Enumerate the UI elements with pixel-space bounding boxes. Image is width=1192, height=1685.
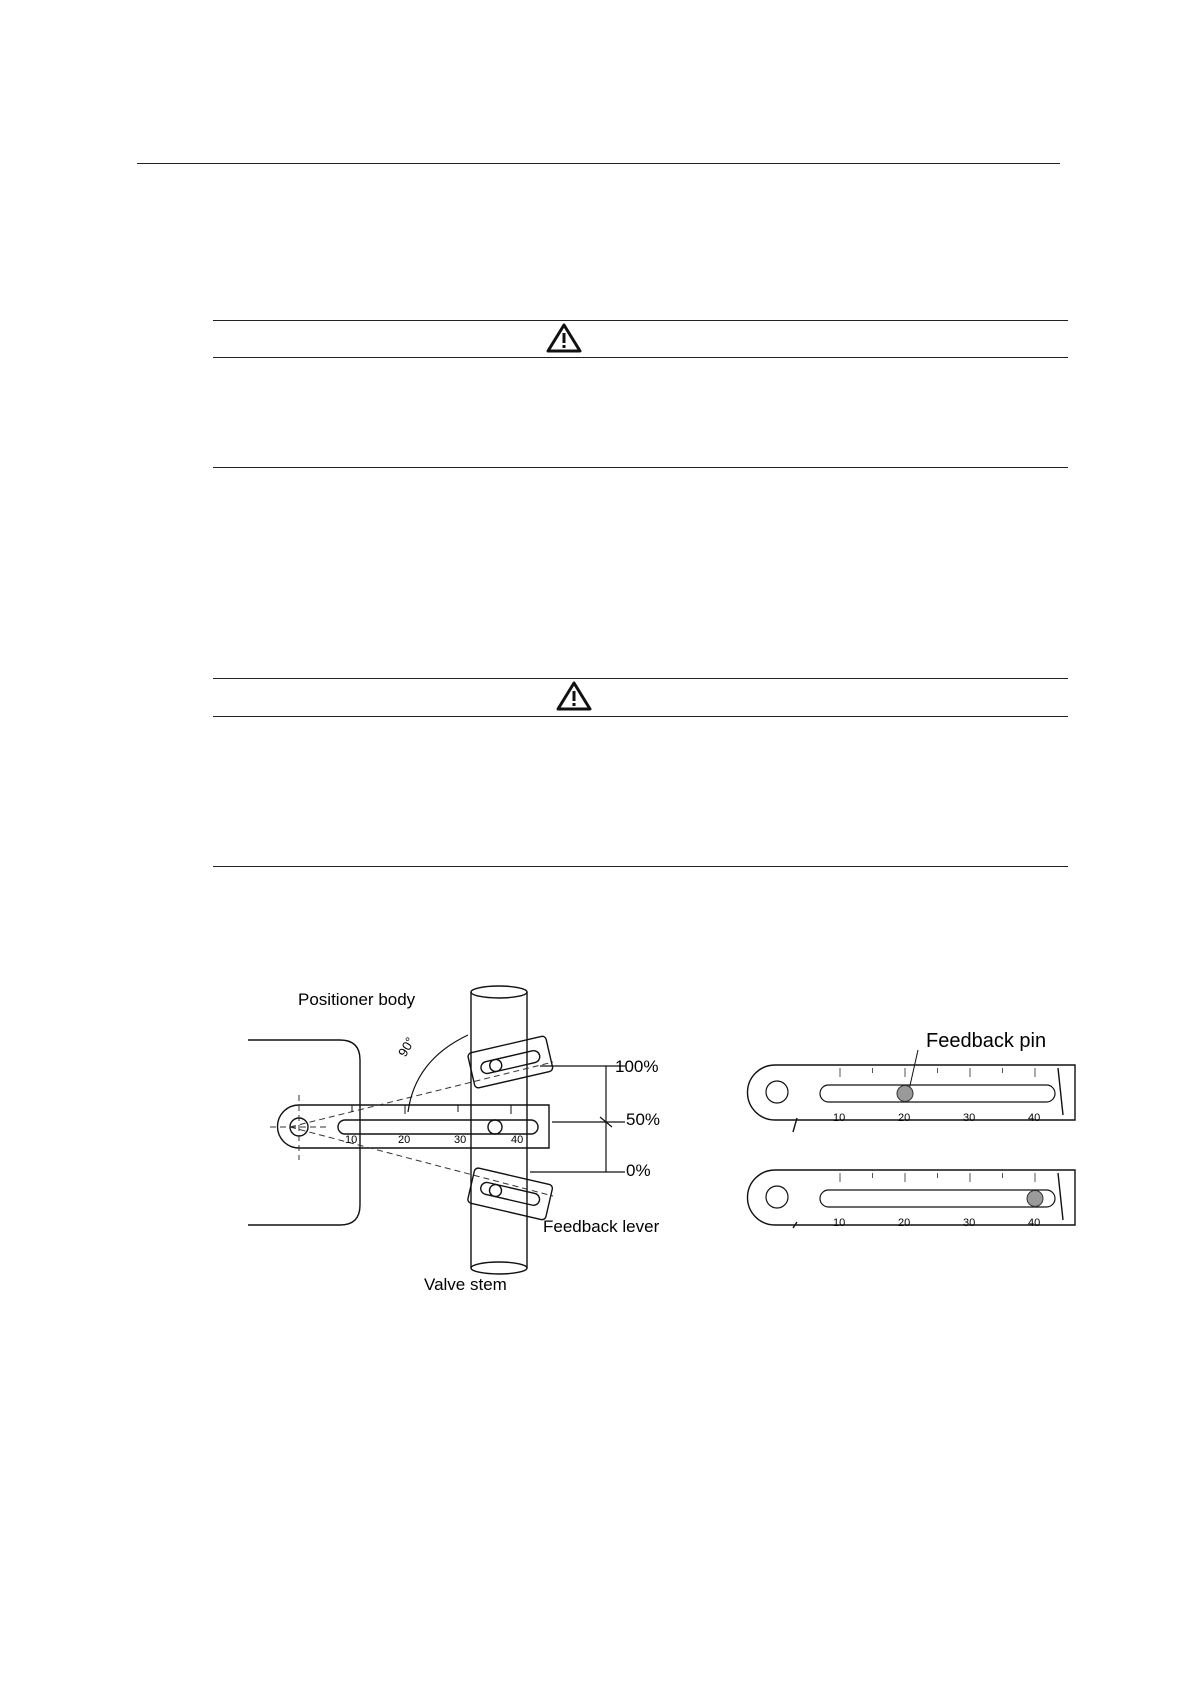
pin-scale-bot-30: 30 [963,1217,976,1229]
caution-box-2-top-rule [213,678,1068,679]
warning-triangle-icon [546,322,582,354]
label-100-percent: 100% [615,1057,659,1076]
lever-scale-40: 40 [511,1134,524,1146]
lever-upper [467,1036,553,1089]
caution-box-2-bottom-rule [213,866,1068,867]
label-50-percent: 50% [626,1110,661,1129]
label-valve-stem: Valve stem [424,1275,507,1294]
lever-upper-slot [480,1050,541,1075]
feedback-pin-marker [897,1086,913,1102]
lever-lower-slot [480,1181,541,1206]
lever-scale-30: 30 [454,1134,467,1146]
caution-box-1-mid-rule [213,357,1068,358]
warning-triangle-icon [556,680,592,712]
valve-stem-bottom-end [471,1262,527,1274]
lever-lower [467,1167,553,1220]
header-rule [137,163,1060,164]
label-feedback-lever: Feedback lever [543,1217,660,1236]
lever-scale-20: 20 [398,1134,411,1146]
label-feedback-pin: Feedback pin [926,1030,1047,1052]
label-angle: 90° [394,1034,418,1060]
positioner-body-outline [248,1040,360,1225]
label-positioner-body: Positioner body [298,990,416,1009]
label-0-percent: 0% [626,1161,651,1180]
pin-scale-top-10: 10 [833,1112,846,1124]
pin-scale-top-30: 30 [963,1112,976,1124]
feedback-pin-diagram [740,1010,1080,1230]
pin-scale-bot-10: 10 [833,1217,846,1229]
feedback-pin-marker [1027,1191,1043,1207]
pin-lever-bottom [748,1170,1076,1228]
pin-scale-bot-40: 40 [1028,1217,1041,1229]
caution-box-1-top-rule [213,320,1068,321]
pin-scale-bot-20: 20 [898,1217,911,1229]
angle-arc [408,1035,468,1112]
lever-center [278,1105,550,1148]
pin-scale-top-20: 20 [898,1112,911,1124]
caution-box-1-bottom-rule [213,467,1068,468]
feedback-lever-diagram [240,980,700,1320]
pin-scale-top-40: 40 [1028,1112,1041,1124]
lever-center-slot [338,1120,538,1134]
caution-box-2-mid-rule [213,716,1068,717]
lever-scale-10: 10 [345,1134,358,1146]
lever-center-pin [488,1120,502,1134]
valve-stem-top-end [471,986,527,998]
